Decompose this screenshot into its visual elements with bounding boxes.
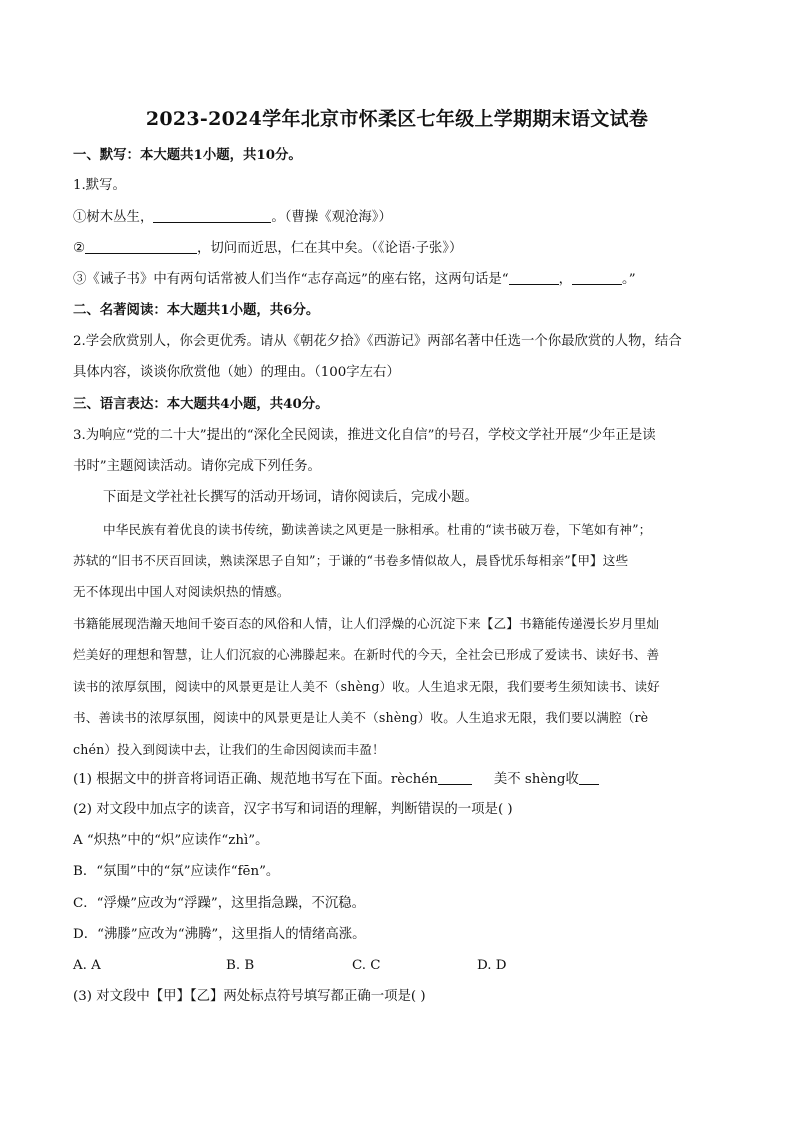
passage-line: 烂美好的理想和智慧，让人们沉寂的心沸滕起来。在新时代的今天，全社会已形成了爱读书、读好书、善: [73, 647, 660, 662]
question2-line2: 具体内容，谈谈你欣赏他（她）的理由。（100字左右）: [73, 365, 400, 380]
page-title: 2023-2024学年北京市怀柔区七年级上学期期末语文试卷: [145, 108, 649, 130]
question1-item2: [73, 239, 462, 258]
subquestion-3: (3) 对文段中【甲】【乙】两处标点符号填写都正确一项是( ): [73, 989, 426, 1004]
question3-line2: 书时”主题阅读活动。请你完成下列任务。: [73, 459, 321, 474]
option-b: B．“氛围”中的“氛”应读作“fēn”。: [73, 864, 280, 879]
answer-blank-1[interactable]: [153, 208, 271, 223]
item3-separator: ，: [558, 272, 573, 287]
subquestion-1: [73, 770, 599, 789]
passage-line: 苏轼的“旧书不厌百回读，熟读深思子自知”；于谦的“书卷多情似故人，晨昏忧乐每相亲”【甲】这些: [73, 553, 629, 568]
item1-prefix: ①树木丛生，: [73, 210, 154, 225]
item3-suffix: 。”: [622, 272, 636, 287]
answer-blank-2[interactable]: [85, 239, 197, 254]
subquestion-1-mid: 美不 shèng收: [493, 772, 579, 787]
passage-line: 读书的浓厚氛围，阅读中的风景更是让人美不（shèng）收。人生追求无限，我们要考生须知读书、读好: [73, 679, 660, 694]
passage-line: 书、善读书的浓厚氛围，阅读中的风景更是让人美不（shèng）收。人生追求无限，我们要以满腔（rè: [73, 710, 649, 725]
passage-line: 中华民族有着优良的读书传统，勤读善读之风更是一脉相承。杜甫的“读书破万卷，下笔如有神”；: [103, 522, 652, 537]
answer-blank-3[interactable]: [509, 270, 559, 285]
answer-blank-4[interactable]: [572, 270, 622, 285]
passage-intro: 下面是文学社社长撰写的活动开场词，请你阅读后，完成小题。: [103, 490, 478, 505]
subquestion-2: (2) 对文段中加点字的读音，汉字书写和词语的理解，判断错误的一项是( ): [73, 802, 513, 817]
passage-line: 无不体现出中国人对阅读炽热的情感。: [73, 584, 290, 599]
question1-label: 1.默写。: [73, 178, 126, 193]
option-a: A “炽热”中的“炽”应读作“zhì”。: [73, 833, 269, 848]
option-d: D．“沸滕”应改为“沸腾”，这里指人的情绪高涨。: [73, 927, 366, 942]
question1-item3: [73, 270, 636, 289]
question3-line1: 3.为响应“党的二十大”提出的“深化全民阅读，推进文化自信”的号召，学校文学社开展“少年正是读: [73, 428, 656, 443]
subquestion-1-text: (1) 根据文中的拼音将词语正确、规范地书写在下面。rèchén: [73, 772, 438, 787]
choice-b[interactable]: B. B: [226, 958, 255, 973]
section1-heading: 一、默写：本大题共1小题，共10分。: [73, 147, 302, 163]
option-c: C．“浮燥”应改为“浮躁”，这里指急躁，不沉稳。: [73, 896, 366, 911]
section2-heading: 二、名著阅读：本大题共1小题，共6分。: [73, 302, 320, 318]
choice-d[interactable]: D. D: [477, 958, 507, 973]
answer-blank-sheng[interactable]: [579, 770, 599, 785]
section3-heading: 三、语言表达：本大题共4小题，共40分。: [73, 396, 329, 412]
choice-c[interactable]: C. C: [352, 958, 381, 973]
item2-suffix: ，切问而近思，仁在其中矣。（《论语·子张》）: [197, 241, 463, 256]
question2-line1: 2.学会欣赏别人，你会更优秀。请从《朝花夕拾》《西游记》两部名著中任选一个你最欣赏的人物，结合: [73, 334, 682, 349]
item2-prefix: ②: [73, 241, 86, 256]
passage-line: chén）投入到阅读中去，让我们的生命因阅读而丰盈！: [73, 742, 385, 757]
item3-prefix: ③《诫子书》中有两句话常被人们当作“志存高远”的座右铭，这两句话是“: [73, 272, 509, 287]
item1-suffix: 。（曹操《观沧海》）: [271, 210, 392, 225]
passage-line: 书籍能展现浩瀚天地间千姿百态的风俗和人情，让人们浮燥的心沉淀下来【乙】书籍能传递漫长岁月里灿: [73, 616, 660, 631]
answer-blank-rechen[interactable]: [438, 770, 472, 785]
question1-item1: [73, 208, 392, 227]
choice-a[interactable]: A. A: [73, 958, 101, 973]
